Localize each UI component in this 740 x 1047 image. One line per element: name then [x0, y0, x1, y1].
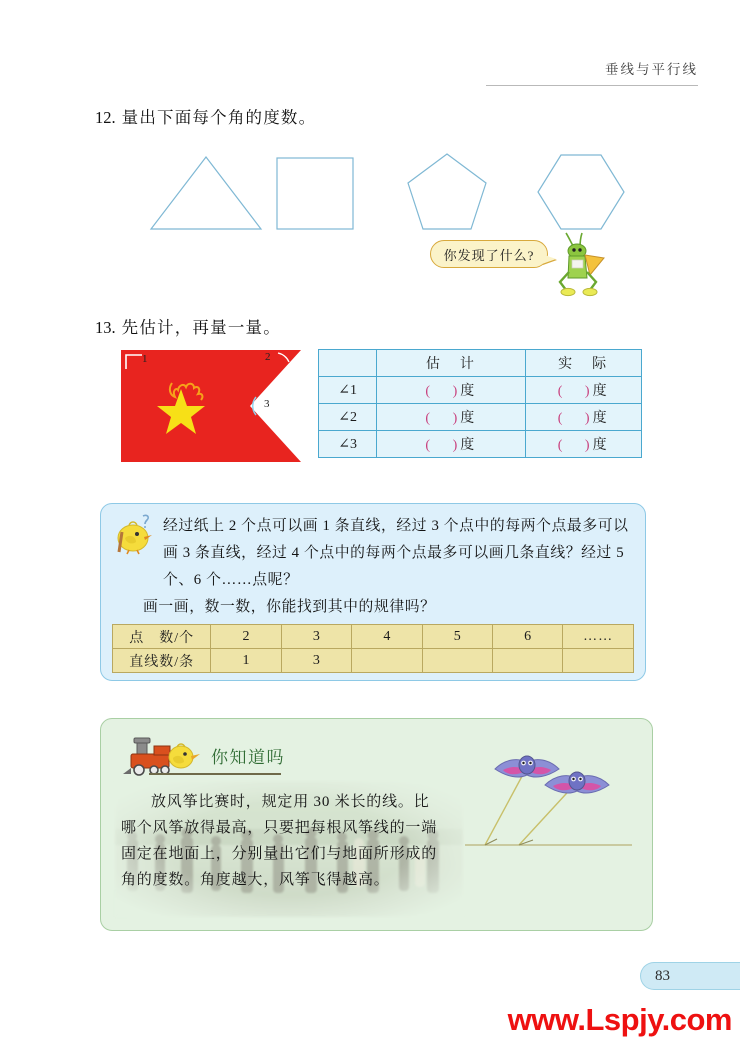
- angle-label-2: 2: [265, 351, 271, 363]
- site-watermark: www.Lspjy.com: [507, 1002, 732, 1037]
- points-cell: 3: [281, 625, 351, 649]
- actual-cell-angle1[interactable]: ( )度: [526, 377, 642, 404]
- lines-cell[interactable]: [352, 649, 422, 673]
- estimate-cell-angle3[interactable]: ( )度: [377, 431, 526, 458]
- problem-13-number: 13.: [95, 318, 116, 337]
- discovery-callout: [430, 238, 630, 306]
- young-pioneers-flag-illustration: [120, 349, 302, 463]
- actual-cell-angle3[interactable]: ( )度: [526, 431, 642, 458]
- points-cell: 2: [211, 625, 281, 649]
- problem-12-shapes: [120, 140, 680, 232]
- estimate-cell-angle1[interactable]: ( )度: [377, 377, 526, 404]
- running-head: 垂线与平行线: [605, 62, 698, 77]
- kite-illustration: [457, 727, 642, 867]
- actual-cell-angle2[interactable]: ( )度: [526, 404, 642, 431]
- shape-pentagon: [405, 152, 489, 232]
- train-icon: [121, 735, 207, 784]
- header-blank: [319, 350, 377, 377]
- shape-square: [275, 154, 355, 232]
- table-row-lines: [113, 649, 634, 673]
- do-you-know-title: 你知道吗: [211, 748, 285, 767]
- lines-cell[interactable]: [563, 649, 634, 673]
- lines-cell[interactable]: 1: [211, 649, 281, 673]
- header-estimate: 估 计: [377, 350, 526, 377]
- lines-row-label: 直线数/条: [113, 649, 211, 673]
- points-cell: 6: [492, 625, 562, 649]
- row-label-angle2: ∠2: [319, 404, 377, 431]
- problem-13-heading: [95, 314, 281, 338]
- angle-label-1: 1: [142, 353, 148, 365]
- lines-cell[interactable]: [422, 649, 492, 673]
- problem-13-text: 先估计，再量一量。: [121, 318, 281, 337]
- do-you-know-panel: [100, 718, 653, 931]
- table-row: [319, 431, 642, 458]
- lines-cell[interactable]: [492, 649, 562, 673]
- table-header-row: [319, 350, 642, 377]
- problem-12-heading: [95, 104, 316, 128]
- running-head-rule: [486, 85, 698, 86]
- lines-cell[interactable]: 3: [281, 649, 351, 673]
- points-cell-ellipsis: ……: [563, 625, 634, 649]
- exploration-info-panel: [100, 503, 646, 681]
- page-number: 83: [640, 962, 740, 990]
- table-row: [319, 404, 642, 431]
- table-row-points: [113, 625, 634, 649]
- info-paragraph-2: 画一画，数一数，你能找到其中的规律吗？: [143, 599, 436, 615]
- speech-bubble: 你发现了什么?: [430, 240, 548, 268]
- angle-label-3: 3: [264, 398, 270, 410]
- estimate-measure-table: [318, 349, 642, 458]
- title-underline: [149, 773, 281, 775]
- row-label-angle3: ∠3: [319, 431, 377, 458]
- kite-paragraph: 放风筝比赛时，规定用 30 米长的线。比哪个风筝放得最高，只要把每根风筝线的一端固定在地面上，分别量出它们与地面所形成的角的度数。角度越大，风筝飞得越高。: [121, 794, 438, 888]
- info-paragraph-1: 经过纸上 2 个点可以画 1 条直线，经过 3 个点中的每两个点最多可以画 3 条直线，经过 4 个点中的每两个点最多可以画几条直线？经过 5 个、6 个……点呢？: [163, 518, 629, 588]
- shape-triangle: [148, 154, 264, 232]
- do-you-know-text: [121, 789, 441, 893]
- points-cell: 5: [422, 625, 492, 649]
- points-cell: 4: [352, 625, 422, 649]
- info-panel-text: [113, 513, 635, 621]
- header-actual: 实 际: [526, 350, 642, 377]
- points-row-label: 点 数/个: [113, 625, 211, 649]
- table-row: [319, 377, 642, 404]
- points-lines-table: [112, 624, 634, 673]
- estimate-cell-angle2[interactable]: ( )度: [377, 404, 526, 431]
- shape-hexagon: [535, 152, 627, 232]
- problem-12-number: 12.: [95, 108, 116, 127]
- grasshopper-character-icon: [554, 232, 610, 303]
- problem-12-text: 量出下面每个角的度数。: [121, 108, 317, 127]
- row-label-angle1: ∠1: [319, 377, 377, 404]
